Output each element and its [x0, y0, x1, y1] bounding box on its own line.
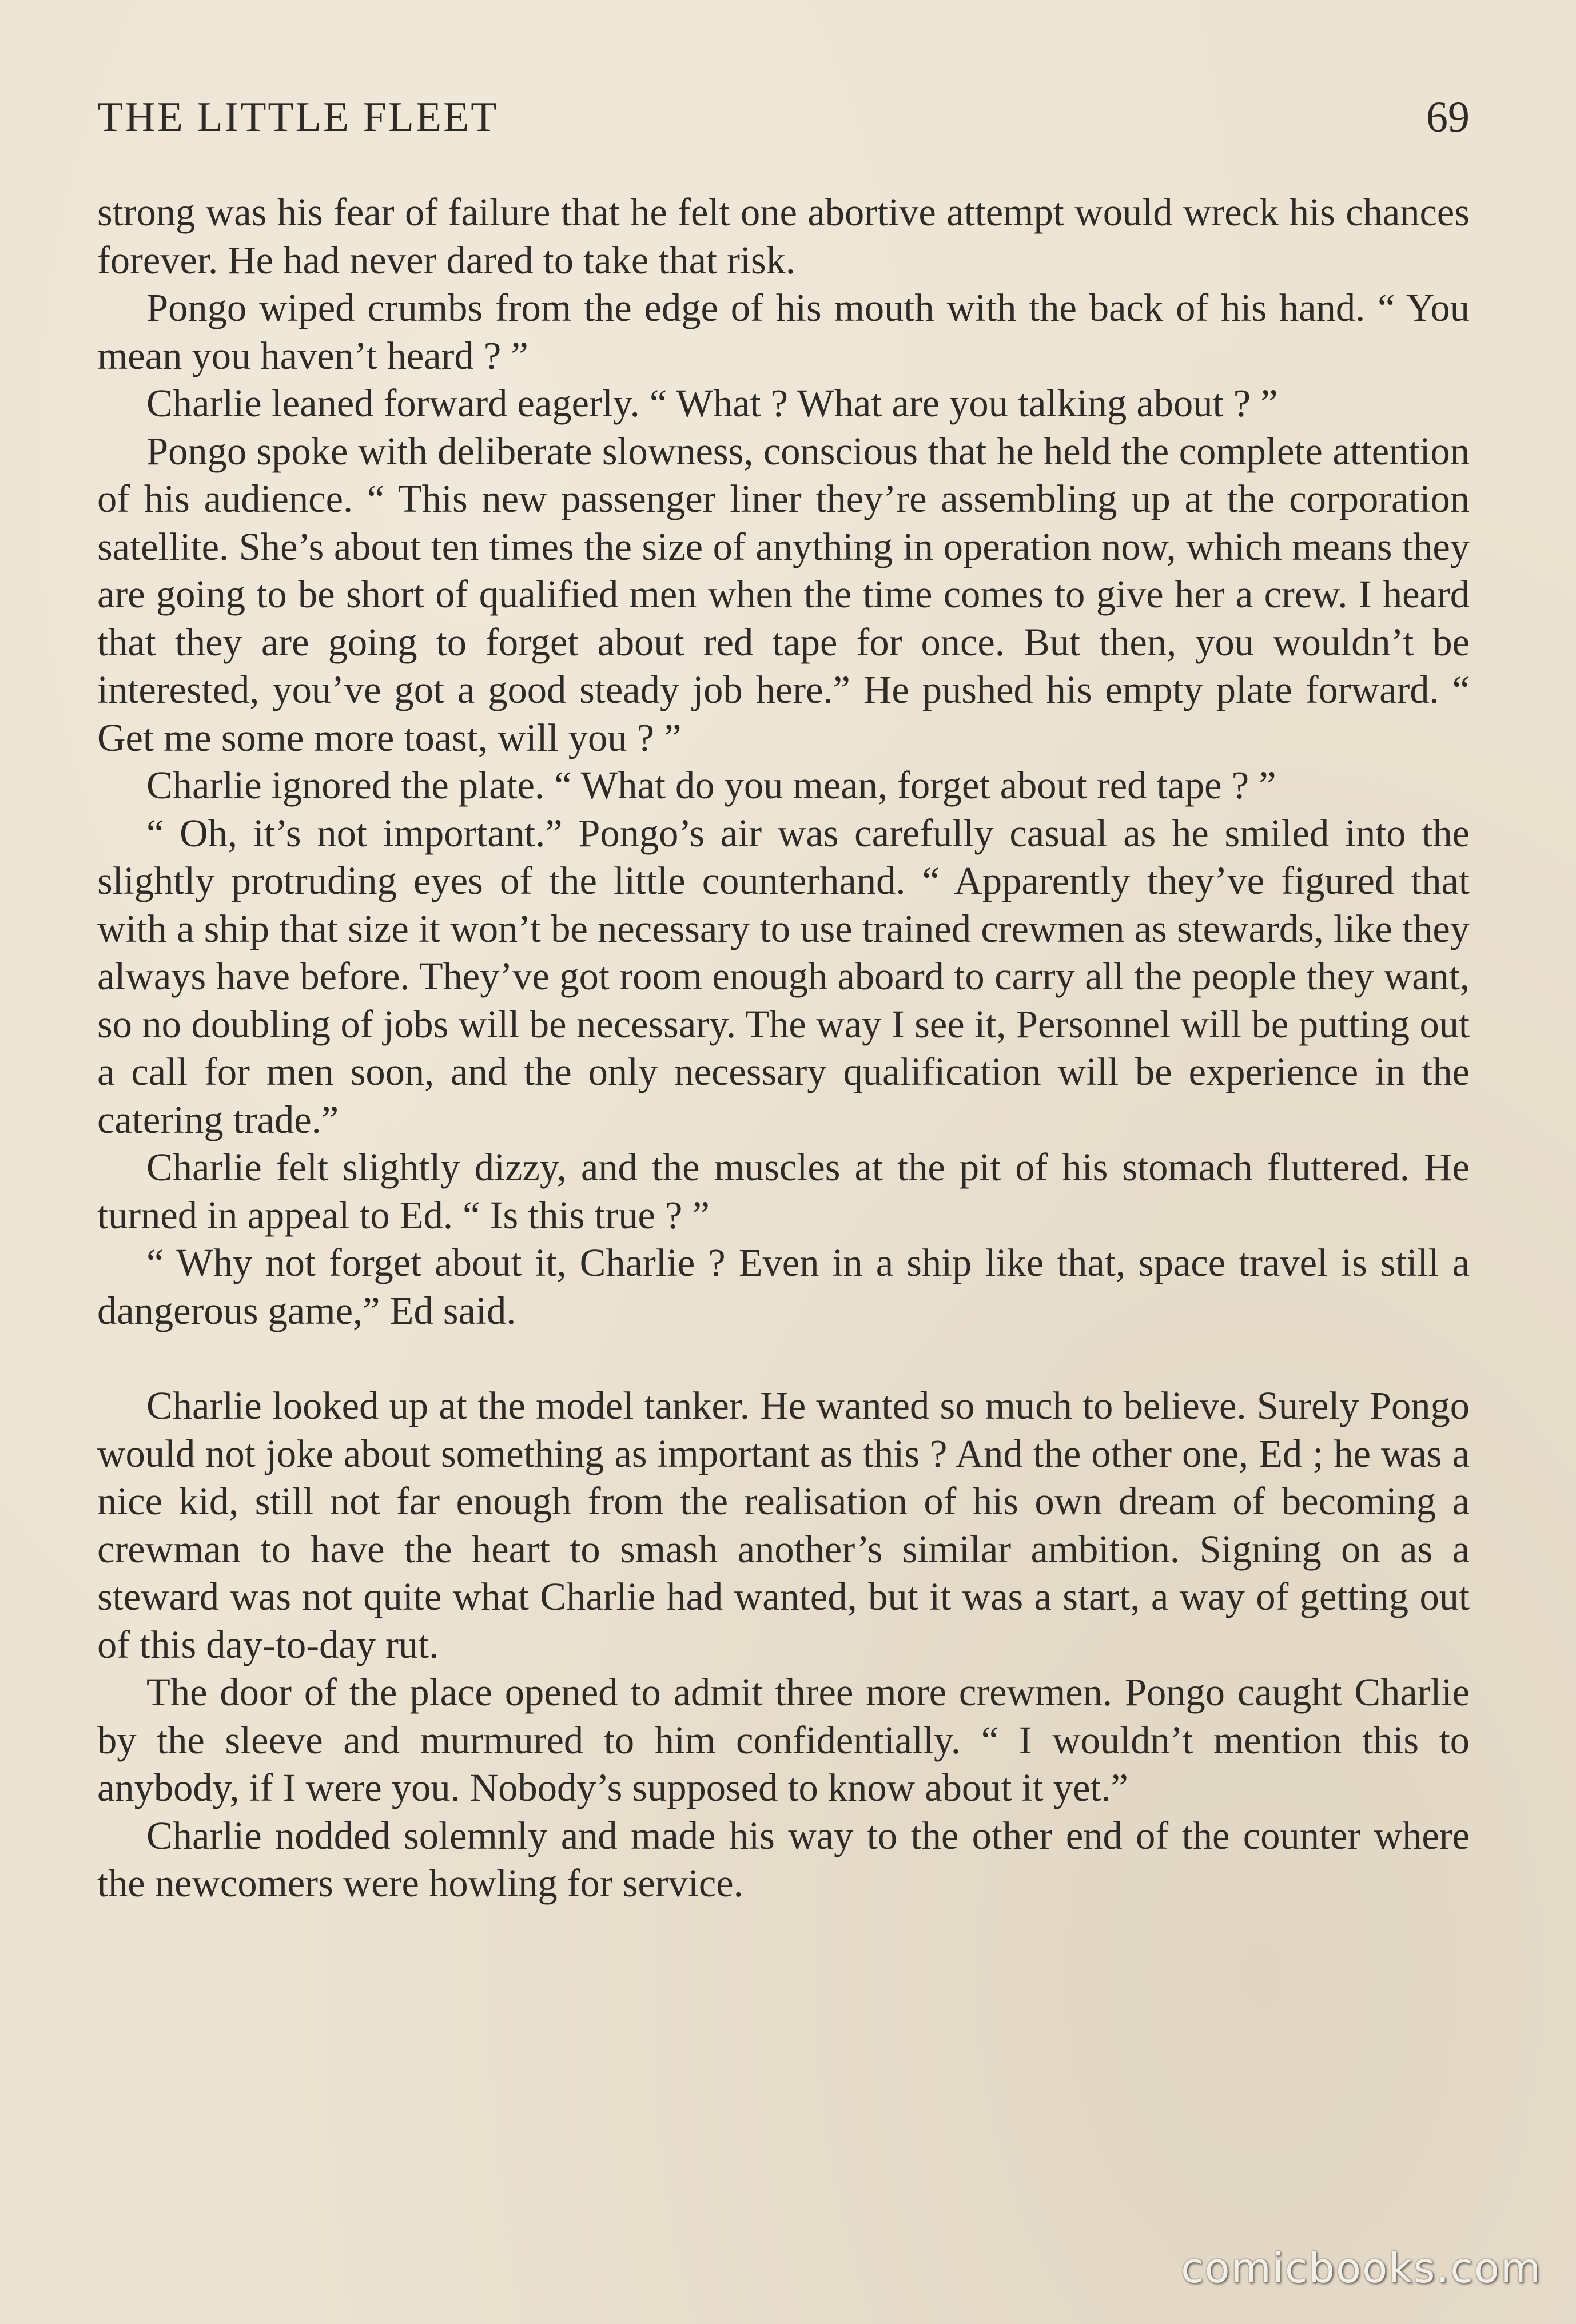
paragraph: The door of the place opened to admit three more crewmen. Pongo caught Charlie by the sleeve and murmured to him confidentially. “ I wouldn’t mention this to anybody, if I were you. Nobody’s supposed to know about it yet.”	[97, 1670, 1470, 1809]
body-text	[97, 189, 1470, 1908]
running-head: THE LITTLE FLEET	[97, 94, 499, 141]
paragraph: Charlie ignored the plate. “ What do you mean, forget about red tape ? ”	[146, 763, 1276, 807]
paragraph: Charlie leaned forward eagerly. “ What ? What are you talking about ? ”	[146, 381, 1278, 425]
watermark: comicbooks.com	[1180, 2244, 1542, 2292]
paragraph: strong was his fear of failure that he felt one abortive attempt would wreck his chances forever. He had never dared to take that risk.	[97, 190, 1470, 282]
page-number: 69	[1426, 93, 1470, 141]
page-header	[97, 86, 1470, 149]
paragraph: “ Why not forget about it, Charlie ? Even in a ship like that, space travel is still a dangerous game,” Ed said.	[97, 1241, 1470, 1332]
paragraph: “ Oh, it’s not important.” Pongo’s air was carefully casual as he smiled into the slightly protruding eyes of the little counterhand. “ Apparently they’ve figured that with a ship that size it won’t be necessary to use trained crewmen as stewards, like they always have before. They’ve got room enough aboard to carry all the people they want, so no doubling of jobs will be necessary. The way I see it, Personnel will be putting out a call for men soon, and the only necessary qualification will be experience in the catering trade.”	[97, 811, 1470, 1141]
paragraph: Charlie nodded solemnly and made his way to the other end of the counter where the newcomers were howling for service.	[97, 1813, 1470, 1905]
paragraph: Pongo wiped crumbs from the edge of his mouth with the back of his hand. “ You mean you haven’t heard ? ”	[97, 286, 1470, 377]
paragraph: Pongo spoke with deliberate slowness, conscious that he held the complete attention of his audience. “ This new passenger liner they’re assembling up at the corporation satellite. She’s about ten times the size of anything in operation now, which means they are going to be short of qualified men when the time comes to give her a crew. I heard that they are going to forget about red tape for once. But then, you wouldn’t be interested, you’ve got a good steady job here.” He pushed his empty plate forward. “ Get me some more toast, will you ? ”	[97, 429, 1470, 759]
paragraph: Charlie felt slightly dizzy, and the muscles at the pit of his stomach fluttered. He turned in appeal to Ed. “ Is this true ? ”	[97, 1145, 1470, 1237]
paragraph: Charlie looked up at the model tanker. He wanted so much to believe. Surely Pongo would not joke about something as important as this ? And the other one, Ed ; he was a nice kid, still not far enough from the realisation of his own dream of becoming a crewman to have the heart to smash another’s similar ambition. Signing on as a steward was not quite what Charlie had wanted, but it was a start, a way of getting out of this day-to-day rut.	[97, 1384, 1470, 1666]
